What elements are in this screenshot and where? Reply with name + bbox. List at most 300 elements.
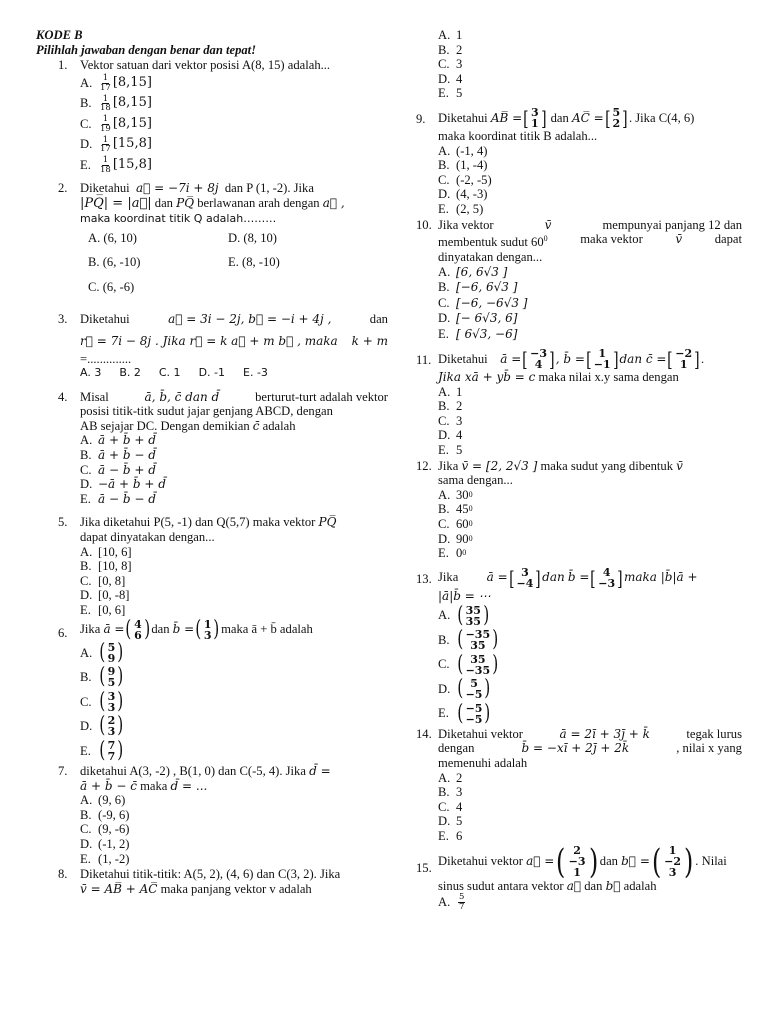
option-label: A. bbox=[80, 433, 93, 448]
option[interactable] bbox=[438, 399, 742, 414]
vector-entry: 1 bbox=[598, 347, 607, 360]
option[interactable] bbox=[80, 73, 388, 94]
option[interactable]: C. 1 bbox=[158, 366, 181, 380]
numerator: 1 bbox=[102, 93, 109, 104]
vector-entry: 4 bbox=[602, 565, 611, 579]
option-label: A. bbox=[438, 770, 451, 785]
vector-entry: 5 bbox=[612, 105, 621, 119]
vector-entries bbox=[107, 666, 117, 688]
question-8: 8. Diketahui titik-titik: A(5, 2), (4, 6) dan C(3, 2). Jika v̄ = AB̅ + AC̅ maka panjang vektor v adalah bbox=[58, 867, 341, 896]
question-15: 15. Diketahui vektor a⃗ = ( 2 −3 1 ) dan b⃗ = ( 1 −2 3 ) . Nilai bbox=[416, 841, 727, 882]
option-label: C. bbox=[80, 116, 92, 131]
option-vector bbox=[98, 688, 125, 714]
vector-entries bbox=[107, 740, 117, 762]
vector-entry: 35 bbox=[465, 614, 481, 628]
option[interactable] bbox=[438, 43, 742, 58]
option[interactable] bbox=[438, 546, 742, 561]
vector-b bbox=[589, 567, 624, 589]
vector-entry: 3 bbox=[107, 689, 116, 703]
option[interactable] bbox=[80, 822, 388, 837]
option-label: E. bbox=[438, 442, 449, 457]
question-3-options bbox=[80, 366, 388, 381]
option-label: D. bbox=[80, 477, 93, 492]
question-5: 5. Jika diketahui P(5, -1) dan Q(5,7) maka vektor PQ̅ dapat dinyatakan dengan... bbox=[58, 515, 337, 544]
bracket-close: ) bbox=[492, 651, 499, 677]
option-label: B. bbox=[438, 280, 450, 294]
option-label: E. bbox=[80, 743, 91, 758]
option-value: 3 bbox=[456, 413, 463, 428]
option-label: D. bbox=[80, 719, 93, 734]
option[interactable] bbox=[80, 559, 388, 574]
option: C. (6, -6) bbox=[88, 279, 135, 294]
option-label: A. bbox=[438, 264, 451, 279]
option-label: A. bbox=[80, 75, 93, 90]
option-label: E. bbox=[80, 602, 91, 617]
option-label: C. bbox=[80, 462, 92, 477]
vector-entry: 3 bbox=[107, 700, 116, 714]
bracket-open: [ bbox=[522, 347, 528, 371]
option-label: E. bbox=[80, 157, 91, 172]
vector-entry: 3 bbox=[531, 105, 539, 119]
vector-entries bbox=[465, 678, 484, 700]
option-value: [15,8] bbox=[112, 136, 152, 152]
bracket-open: [ bbox=[590, 565, 597, 590]
bracket-close: ] bbox=[612, 347, 619, 371]
question-6-options bbox=[80, 641, 388, 764]
option-value: 1 bbox=[456, 384, 463, 399]
vector-b bbox=[650, 841, 695, 882]
option[interactable] bbox=[438, 652, 742, 677]
vector-entry: 2 bbox=[573, 844, 581, 858]
option[interactable] bbox=[80, 739, 388, 764]
option[interactable] bbox=[438, 296, 742, 312]
option-value: 5 bbox=[456, 442, 463, 457]
option-value: 2 bbox=[456, 42, 463, 57]
option-label: E. bbox=[438, 86, 449, 101]
option[interactable] bbox=[438, 428, 742, 443]
option-value: 4 bbox=[456, 799, 463, 814]
option-value: 30 bbox=[456, 487, 469, 502]
option[interactable] bbox=[80, 448, 388, 463]
question-5-options bbox=[80, 545, 388, 618]
option[interactable] bbox=[438, 86, 742, 101]
option-value: [6, 6√3 ] bbox=[456, 264, 508, 279]
option[interactable] bbox=[438, 311, 742, 327]
vector-entry: 5 bbox=[107, 640, 116, 654]
option-value: 3 bbox=[456, 785, 463, 800]
option[interactable] bbox=[438, 785, 742, 800]
option-label: B. bbox=[438, 502, 450, 517]
option-value: 90 bbox=[456, 531, 469, 546]
option[interactable] bbox=[438, 443, 742, 458]
vector-entries bbox=[465, 703, 484, 725]
option[interactable] bbox=[80, 93, 388, 114]
option[interactable] bbox=[438, 173, 742, 188]
option[interactable] bbox=[80, 714, 388, 739]
option-value: [8,15] bbox=[112, 74, 152, 90]
option[interactable] bbox=[438, 265, 742, 281]
vector-entry: 2 bbox=[612, 116, 621, 130]
option-value: 5 bbox=[456, 814, 463, 829]
option-vector bbox=[98, 737, 125, 763]
vector-entries bbox=[612, 107, 622, 129]
fraction bbox=[100, 95, 111, 113]
vector-entry: 5 bbox=[107, 676, 116, 690]
option-label: B. bbox=[80, 670, 92, 685]
option[interactable] bbox=[80, 793, 388, 808]
bracket-open: [ bbox=[586, 347, 592, 371]
vector-entry: 1 bbox=[573, 866, 581, 880]
option-label: B. bbox=[438, 632, 450, 647]
option[interactable] bbox=[438, 628, 742, 653]
vector-entries bbox=[530, 107, 540, 129]
option-value: [8,15] bbox=[112, 95, 152, 111]
option[interactable] bbox=[438, 800, 742, 815]
bracket-open: [ bbox=[523, 105, 529, 130]
option[interactable] bbox=[80, 463, 388, 478]
option-value: (1, -4) bbox=[456, 158, 488, 173]
option-sup: 0 bbox=[468, 489, 473, 499]
vector-entry: 7 bbox=[107, 738, 116, 752]
option[interactable] bbox=[80, 852, 388, 867]
option[interactable] bbox=[80, 155, 388, 176]
question-7-options bbox=[80, 793, 388, 866]
bracket-open: [ bbox=[604, 105, 611, 130]
bracket-open: ( bbox=[556, 841, 566, 882]
option[interactable] bbox=[438, 488, 742, 503]
vector-entries bbox=[568, 845, 587, 878]
option[interactable] bbox=[438, 187, 742, 202]
option-value: (2, 5) bbox=[456, 201, 484, 216]
question-8-options bbox=[438, 28, 742, 101]
option-value: 2 bbox=[456, 770, 463, 785]
option-label: D. bbox=[438, 814, 451, 829]
option-value: 5 bbox=[456, 86, 463, 101]
question-9-options bbox=[438, 144, 742, 217]
left-column bbox=[36, 28, 388, 896]
fraction bbox=[100, 115, 111, 133]
option[interactable]: B. 2 bbox=[119, 366, 141, 380]
question-4: 4. Misal ā, b̄, c̄ dan d̄ berturut-turt adalah vektor posisi titik-titk sudut jajar genjang ABCD, dengan AB sejajar DC. Dengan demikian c̄ adalah bbox=[58, 389, 388, 433]
option[interactable] bbox=[80, 641, 388, 666]
vector-c bbox=[666, 348, 701, 370]
option[interactable] bbox=[80, 808, 388, 823]
option-sup: 0 bbox=[468, 533, 473, 543]
vector-entry: −3 bbox=[530, 347, 547, 360]
option-value: [−6, −6√3 ] bbox=[456, 295, 528, 310]
option-value: (-9, 6) bbox=[98, 807, 130, 822]
bracket-open: [ bbox=[667, 347, 674, 371]
option-label: B. bbox=[80, 96, 92, 111]
option-label: C. bbox=[438, 516, 450, 531]
vector-entries bbox=[107, 642, 117, 664]
option[interactable]: A. 3 bbox=[80, 366, 102, 380]
denominator: 17 bbox=[100, 144, 111, 155]
vector-entry: −5 bbox=[465, 688, 483, 702]
vector-entries bbox=[674, 348, 693, 370]
vector-entry: −35 bbox=[465, 663, 491, 677]
option-value: (4, -3) bbox=[456, 187, 488, 202]
option-value: (-1, 4) bbox=[456, 143, 488, 158]
option-value: [− 6√3, 6] bbox=[456, 311, 518, 325]
option: E. (8, -10) bbox=[228, 254, 280, 269]
bracket-close: ) bbox=[483, 602, 490, 628]
vector-entry: −3 bbox=[568, 855, 586, 869]
option-label: D. bbox=[438, 187, 451, 202]
option-value: 4 bbox=[456, 71, 463, 86]
option-value: [ 6√3, −6] bbox=[456, 326, 518, 341]
denominator: 18 bbox=[100, 164, 111, 175]
vector-entry: 6 bbox=[134, 628, 142, 642]
question-4-options bbox=[80, 433, 388, 506]
question-7: 7. diketahui A(3, -2) , B(1, 0) dan C(-5, 4). Jika d̄ = ā + b̄ − c̄ maka d̄ = ... bbox=[58, 764, 331, 793]
option[interactable] bbox=[438, 385, 742, 400]
option[interactable] bbox=[80, 588, 388, 603]
option[interactable] bbox=[438, 771, 742, 786]
question-15-options bbox=[438, 893, 742, 911]
question-6: 6. Jika ā = ( 4 6 ) dan b̄ = ( 1 3 ) maka ā + b̄ adalah bbox=[58, 616, 313, 642]
option-value: ā − b̄ − d̄ bbox=[98, 491, 156, 506]
option-vector bbox=[456, 602, 491, 628]
vector-entry: −4 bbox=[516, 576, 534, 590]
fraction bbox=[100, 156, 111, 174]
fraction bbox=[100, 74, 111, 92]
option[interactable] bbox=[80, 492, 388, 507]
option-value: [−6, 6√3 ] bbox=[456, 280, 518, 294]
option-value: −ā + b̄ + d̄ bbox=[98, 477, 166, 492]
question-10: 10. Jika vektor v̄ mempunyai panjang 12 dan membentuk sudut $60^0$ maka vektor v̄ dapat dinyatakan dengan... bbox=[416, 217, 742, 264]
vector-entry: −3 bbox=[598, 576, 616, 590]
vector-entry: 1 bbox=[531, 116, 539, 130]
vector-a bbox=[508, 567, 543, 589]
option-label: C. bbox=[438, 172, 450, 187]
option[interactable] bbox=[80, 690, 388, 715]
vector-entry: 9 bbox=[107, 665, 116, 679]
option[interactable] bbox=[438, 532, 742, 547]
option-label: D. bbox=[80, 837, 93, 852]
option: B. (6, -10) bbox=[88, 254, 141, 269]
vector-entries bbox=[593, 348, 612, 370]
option-value: [15,8] bbox=[112, 156, 152, 172]
option[interactable] bbox=[80, 837, 388, 852]
numerator: 1 bbox=[102, 155, 109, 166]
bracket-open: ( bbox=[457, 700, 464, 726]
bracket-open: ( bbox=[651, 841, 662, 882]
bracket-open: ( bbox=[99, 737, 106, 763]
option-label: E. bbox=[80, 851, 91, 866]
option-label: A. bbox=[438, 28, 451, 42]
vector-entry: 3 bbox=[521, 565, 529, 579]
option[interactable] bbox=[438, 57, 742, 72]
option-value: ā + b̄ − d̄ bbox=[98, 448, 156, 463]
vector-b bbox=[585, 348, 620, 370]
vector-entry: 9 bbox=[107, 651, 116, 665]
option[interactable] bbox=[438, 202, 742, 217]
option-vector bbox=[98, 666, 125, 688]
vector-entry: 2 bbox=[107, 714, 116, 728]
option[interactable] bbox=[438, 28, 742, 43]
option-value: (-2, -5) bbox=[456, 172, 492, 187]
option-label: C. bbox=[438, 57, 450, 72]
vector-entries bbox=[465, 629, 492, 651]
option-vector bbox=[456, 651, 500, 677]
vector-ac bbox=[604, 107, 629, 129]
vector-a bbox=[554, 841, 599, 882]
option-value: 60 bbox=[456, 516, 469, 531]
option-value: (9, 6) bbox=[98, 793, 126, 808]
denominator: 17 bbox=[100, 82, 111, 93]
option-label: C. bbox=[438, 799, 450, 814]
option[interactable] bbox=[80, 603, 388, 618]
question-2-options bbox=[88, 227, 388, 299]
vector-entries bbox=[465, 605, 482, 627]
option[interactable] bbox=[438, 814, 742, 829]
option-value: 0 bbox=[456, 546, 463, 561]
option-label: A. bbox=[438, 608, 451, 623]
instruction: Pilihlah jawaban dengan benar dan tepat! bbox=[36, 42, 257, 57]
option-value: 3 bbox=[456, 57, 463, 72]
option-label: A. bbox=[438, 384, 451, 399]
option-label: A. bbox=[80, 645, 93, 660]
option[interactable] bbox=[80, 477, 388, 492]
option-value: ā − b̄ + d̄ bbox=[98, 462, 156, 477]
vector-ab bbox=[522, 107, 547, 129]
bracket-open: ( bbox=[457, 602, 464, 628]
option-label: D. bbox=[438, 681, 451, 696]
option[interactable] bbox=[438, 72, 742, 87]
option-value: 45 bbox=[456, 502, 469, 517]
bracket-close: ) bbox=[117, 639, 124, 665]
bracket-open: ( bbox=[457, 676, 464, 702]
option-label: E. bbox=[438, 828, 449, 843]
option[interactable] bbox=[80, 114, 388, 135]
option[interactable] bbox=[80, 665, 388, 690]
denominator: 19 bbox=[100, 123, 111, 134]
option-label: E. bbox=[438, 326, 449, 341]
option-label: C. bbox=[80, 573, 92, 588]
option[interactable] bbox=[80, 545, 388, 560]
vector-entry: 5 bbox=[470, 677, 478, 691]
option[interactable] bbox=[80, 574, 388, 589]
bracket-close: ) bbox=[117, 688, 124, 714]
option[interactable] bbox=[80, 134, 388, 155]
option[interactable] bbox=[438, 603, 742, 628]
option: D. (8, 10) bbox=[228, 230, 277, 245]
question-9: 9. Diketahui AB̅ = [ 3 1 ] dan AC̅ = [ 5 2 ] . Jika C(4, 6) bbox=[416, 105, 695, 130]
option-sup: 0 bbox=[462, 548, 467, 558]
option-label: C. bbox=[80, 694, 92, 709]
vector-entry: 1 bbox=[203, 617, 212, 631]
vector-entry: 7 bbox=[107, 749, 116, 763]
option-label: D. bbox=[80, 588, 93, 603]
question-2: 2. Diketahui a⃗ = −7i + 8j dan P (1, -2). Jika |PQ̅| = |a⃗| dan PQ̅ berlawanan arah dengan a⃗ , maka koordinat titik Q adalah……… bbox=[58, 181, 345, 226]
option-label: B. bbox=[438, 158, 450, 173]
bracket-close: ] bbox=[622, 105, 628, 130]
bracket-close: ] bbox=[694, 347, 700, 371]
bracket-close: ] bbox=[535, 565, 541, 590]
option[interactable] bbox=[438, 701, 742, 726]
vector-entry: 35 bbox=[470, 639, 486, 653]
vector-entries bbox=[107, 715, 117, 737]
question-14-options bbox=[438, 771, 742, 844]
option[interactable] bbox=[438, 677, 742, 702]
option[interactable] bbox=[80, 433, 388, 448]
option[interactable]: E. -3 bbox=[243, 366, 268, 380]
option-label: A. bbox=[438, 487, 451, 502]
option-vector bbox=[98, 715, 125, 737]
bracket-open: ( bbox=[99, 639, 106, 665]
fraction bbox=[100, 136, 111, 154]
option-value: 2 bbox=[456, 399, 463, 414]
vector-entry: 1 bbox=[668, 844, 677, 858]
bracket-close: ] bbox=[540, 105, 547, 130]
option-sup: 0 bbox=[468, 504, 473, 514]
option-label: D. bbox=[438, 311, 451, 325]
vector-entry: 1 bbox=[679, 358, 688, 371]
option-sup: 0 bbox=[468, 518, 473, 528]
vector-entry: 4 bbox=[534, 358, 543, 371]
option-label: B. bbox=[438, 785, 450, 800]
option[interactable] bbox=[438, 158, 742, 173]
option-label: C. bbox=[80, 822, 92, 837]
bracket-close: ) bbox=[684, 841, 694, 882]
vector-entry: −2 bbox=[675, 347, 693, 360]
vector-entry: −5 bbox=[465, 712, 483, 726]
option[interactable] bbox=[438, 327, 742, 343]
option-value: [0, -8] bbox=[98, 588, 130, 603]
option-label: B. bbox=[80, 448, 92, 463]
option[interactable] bbox=[438, 280, 742, 296]
option-value: [0, 8] bbox=[98, 573, 126, 588]
bracket-close: ] bbox=[617, 565, 623, 590]
option[interactable] bbox=[438, 144, 742, 159]
question-10-options bbox=[438, 265, 742, 343]
option-label: E. bbox=[438, 706, 449, 721]
option[interactable] bbox=[438, 502, 742, 517]
bracket-close: ) bbox=[117, 737, 124, 763]
vector-entry: 4 bbox=[134, 617, 142, 631]
option[interactable] bbox=[438, 414, 742, 429]
vector-entry: −2 bbox=[664, 855, 682, 869]
option-label: A. bbox=[80, 793, 93, 808]
vector-entries bbox=[529, 348, 548, 370]
question-3: 3. Diketahui a⃗ = 3i − 2j, b⃗ = −i + 4j , dan r⃗ = 7i − 8j . Jika r⃗ = k a⃗ + m b⃗ , maka k + m =.............. bbox=[58, 312, 388, 367]
option-value: [8,15] bbox=[112, 115, 152, 131]
option-value: ā + b̄ + d̄ bbox=[98, 433, 156, 448]
option-value: (9, -6) bbox=[98, 822, 130, 837]
vector-entries bbox=[597, 567, 616, 589]
bracket-close: ) bbox=[588, 841, 598, 882]
question-14: 14. Diketahui vektor ā = 2ī + 3j̄ + k̄ tegak lurus dengan b̄ = −xī + 2j̄ + 2k̄ , nilai x yang memenuhi adalah bbox=[416, 726, 742, 770]
vector-entries bbox=[107, 691, 117, 713]
option-label: C. bbox=[438, 657, 450, 672]
option-value: 6 bbox=[456, 828, 463, 843]
vector-b bbox=[194, 616, 221, 642]
vector-entry: −1 bbox=[593, 358, 611, 371]
option[interactable]: D. -1 bbox=[198, 366, 225, 380]
bracket-close: ) bbox=[484, 700, 491, 726]
vector-entry: 3 bbox=[203, 628, 212, 642]
option-label: E. bbox=[438, 546, 449, 561]
numerator: 1 bbox=[102, 73, 109, 84]
bracket-open: [ bbox=[508, 565, 515, 590]
bracket-open: ( bbox=[195, 616, 202, 642]
option[interactable]: A. $\frac{5}{7}$ bbox=[438, 892, 465, 912]
option-label: D. bbox=[438, 531, 451, 546]
option: A. (6, 10) bbox=[88, 230, 137, 245]
option[interactable] bbox=[438, 517, 742, 532]
option-label: B. bbox=[438, 42, 450, 57]
